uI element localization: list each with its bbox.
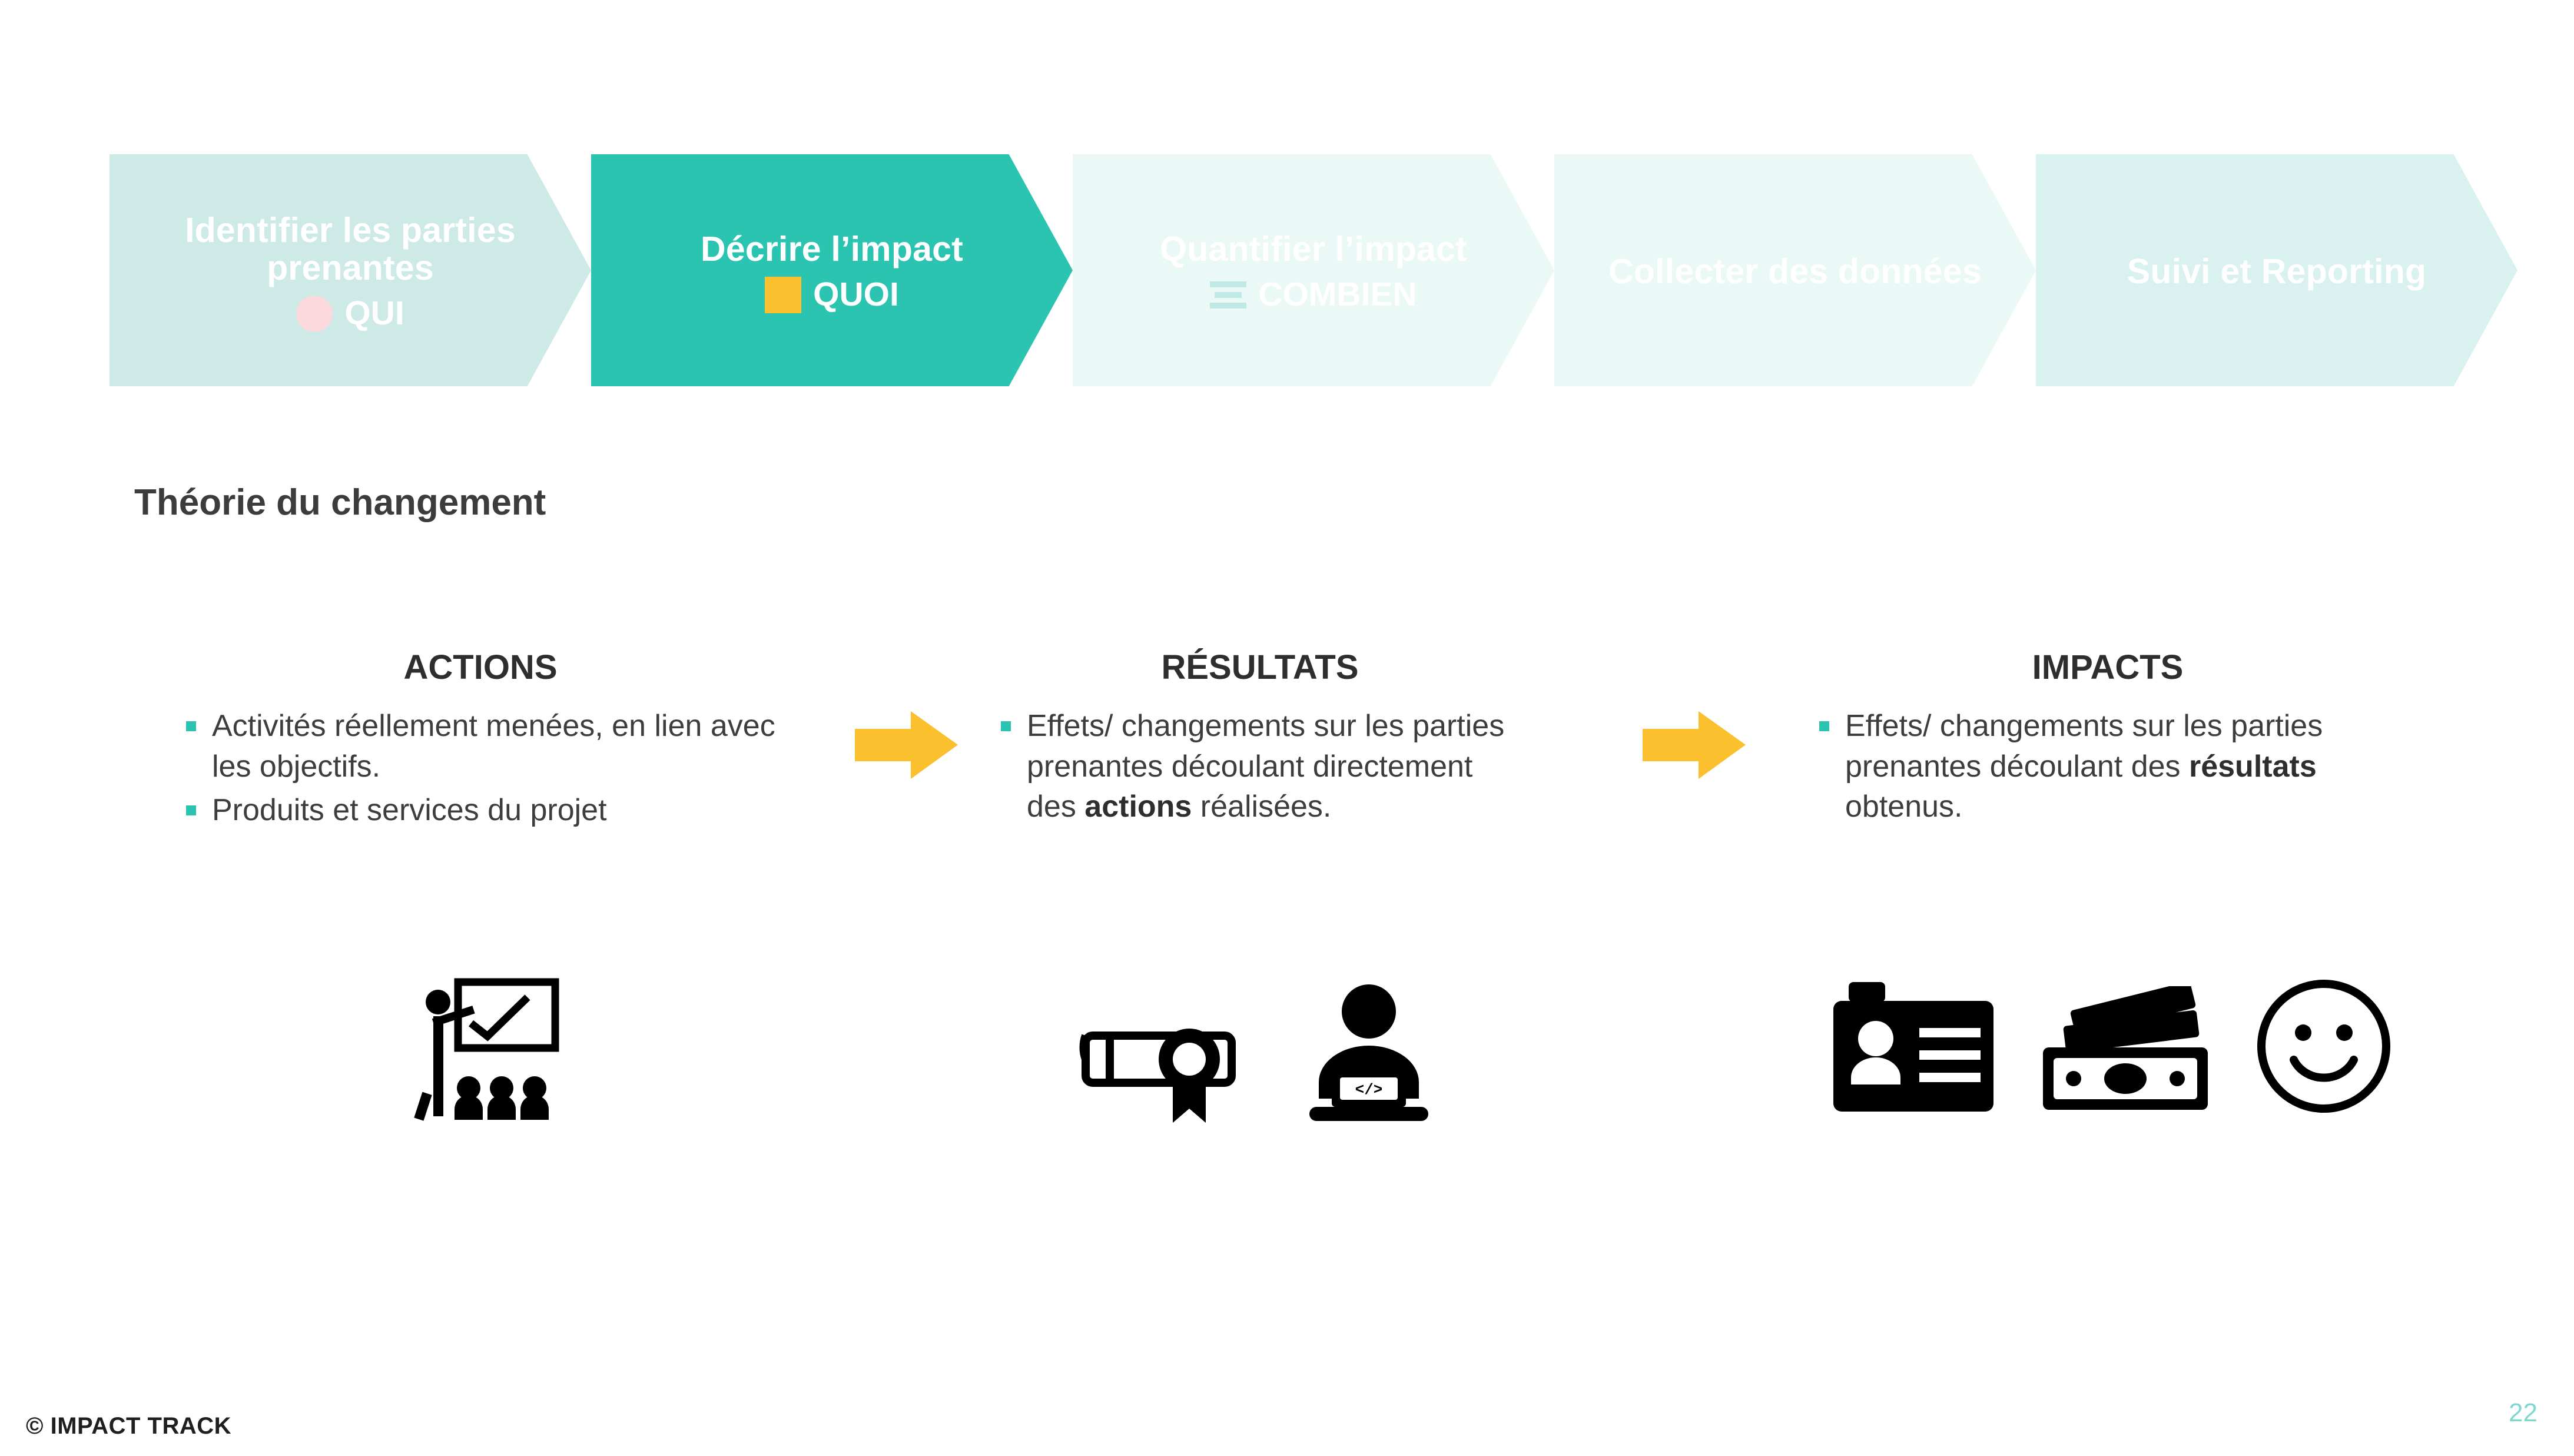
svg-text:</>: </> [1355, 1081, 1383, 1099]
ribbon-step-title: Identifier les parties prenantes [185, 211, 516, 287]
money-banknotes-icon [2037, 986, 2214, 1116]
bullet-text: Effets/ changements sur les parties prenantes découlant des [1845, 709, 2323, 784]
ribbon-step-sub [145, 296, 556, 332]
square-badge-icon [765, 277, 801, 313]
ribbon-step-sub [1160, 277, 1467, 313]
column-heading-actions: ACTIONS [403, 648, 558, 686]
flow-arrow-actions-to-results [855, 711, 958, 779]
diploma-certificate-icon [1077, 992, 1254, 1133]
bullet-text-tail: réalisées. [1192, 790, 1332, 824]
column-heading-results: RÉSULTATS [1161, 648, 1359, 686]
ribbon-step-sub-label: QUI [344, 294, 404, 333]
ribbon-step-decrire[interactable] [591, 154, 1073, 390]
person-laptop-coding-icon [1295, 983, 1442, 1133]
ribbon-step-sub-label: QUOI [813, 276, 899, 314]
icon-row-results [1077, 983, 1442, 1133]
bullet-list-results [995, 706, 1525, 827]
bullet-list-actions [180, 706, 781, 831]
ribbon-step-quantifier[interactable] [1073, 154, 1554, 390]
bars-badge-icon [1210, 277, 1246, 313]
circle-badge-icon [296, 296, 333, 332]
ribbon-step-title: Suivi et Reporting [2127, 252, 2427, 291]
teacher-presentation-icon [412, 977, 583, 1133]
id-badge-icon [1831, 977, 1996, 1116]
icon-row-actions [412, 977, 583, 1133]
ribbon-step-title: Collecter des données [1608, 252, 1982, 291]
list-item [180, 706, 781, 787]
icon-row-impacts [1831, 977, 2393, 1116]
column-heading-impacts: IMPACTS [2032, 648, 2184, 686]
smiley-face-icon [2255, 977, 2393, 1116]
footer-brand: © IMPACT TRACK [26, 1413, 232, 1439]
ribbon-step-identifier[interactable] [110, 154, 591, 390]
ribbon-step-collecter[interactable] [1554, 154, 2036, 390]
ribbon-step-suivi[interactable] [2036, 154, 2517, 390]
ribbon-step-title: Quantifier l’impact [1160, 230, 1467, 269]
bullet-text-bold: actions [1084, 790, 1192, 824]
flow-arrow-results-to-impacts [1643, 711, 1746, 779]
bullet-list-impacts [1813, 706, 2402, 827]
bullet-text-bold: résultats [2188, 749, 2317, 784]
bullet-text: Produits et services du projet [212, 793, 607, 828]
list-item [995, 706, 1525, 827]
page-number: 22 [2509, 1398, 2537, 1427]
list-item [1813, 706, 2402, 827]
page-title: Théorie du changement [134, 482, 546, 523]
ribbon-step-title: Décrire l’impact [701, 230, 963, 269]
bullet-text: Effets/ changements sur les parties prenantes découlant directement des [1027, 709, 1505, 824]
column-actions [180, 648, 781, 834]
ribbon-step-sub [701, 277, 963, 313]
bullet-text-tail: obtenus. [1845, 790, 1963, 824]
bullet-text: Activités réellement menées, en lien avec les objectifs. [212, 709, 775, 784]
list-item [180, 790, 781, 831]
column-impacts [1813, 648, 2402, 831]
process-ribbon [110, 154, 2517, 390]
ribbon-step-sub-label: COMBIEN [1258, 276, 1417, 314]
column-results [995, 648, 1525, 831]
